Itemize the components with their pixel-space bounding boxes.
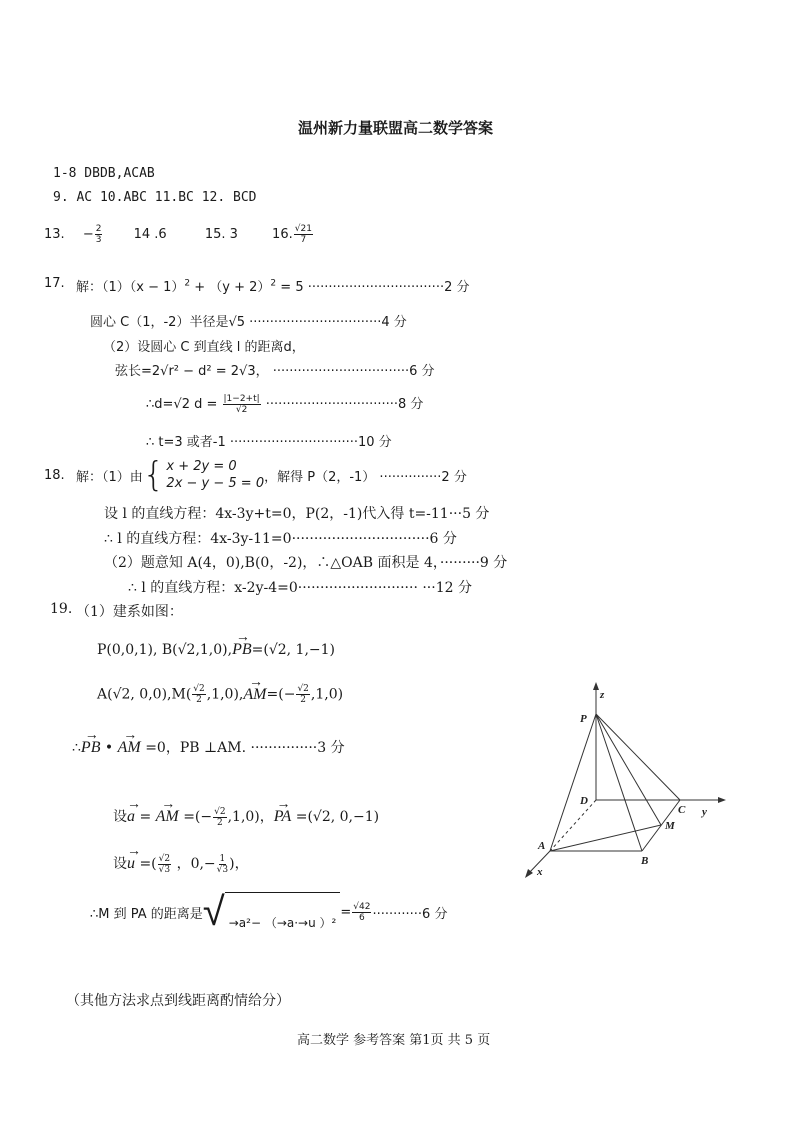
vector-am-3: → AM xyxy=(156,808,179,826)
q17-line-3: （2）设圆心 C 到直线 l 的距离d， xyxy=(103,340,305,355)
q13-fraction xyxy=(95,224,103,245)
q18-equation-2: 2x − y − 5 = 0 xyxy=(166,476,265,491)
q19-u-z-denominator: √3 xyxy=(216,864,229,875)
label-d: D xyxy=(580,795,588,807)
q16-fraction xyxy=(294,224,313,245)
edge-pa xyxy=(550,714,596,851)
let-label: 设 xyxy=(113,809,127,825)
choice-answers-1-8: 1-8 DBDB,ACAB xyxy=(53,166,155,181)
equals-sign-2: = xyxy=(340,904,352,920)
let-label-2: 设 xyxy=(113,856,127,872)
radical-expression: →a²− （→a·→u ）² xyxy=(225,892,341,931)
q17-part1-mid: + （y + 2） xyxy=(190,280,271,295)
vector-pb: → PB xyxy=(232,641,252,659)
q18-equation-1: x + 2y = 0 xyxy=(166,459,237,474)
q18-solution-p: ，解得 P（2，-1） ···············2 分 xyxy=(264,469,467,485)
q14-answer: 14 .6 xyxy=(133,227,167,242)
q19-point-a: A(√2, 0,0),M( xyxy=(97,686,192,703)
vector-am-2: → AM xyxy=(118,739,141,757)
q19-m-x-numerator: √2 xyxy=(193,684,205,694)
q19-u-open: =( xyxy=(135,856,157,872)
q19-score-6: ············6 分 xyxy=(372,906,448,922)
q17-distance-numerator: |1−2+t| xyxy=(223,394,260,404)
q13-denominator: 3 xyxy=(95,235,102,245)
q18-line-3: ∴ l 的直线方程：4x-3y-11=0·······························6 分 xyxy=(104,531,457,547)
q17-score-8: ································8 分 xyxy=(261,397,424,412)
edge-pc xyxy=(596,714,680,800)
q19-distance-label: ∴M 到 PA 的距离是 xyxy=(90,906,203,922)
q19-line-7 xyxy=(90,889,448,935)
q17-number: 17. xyxy=(44,276,65,291)
q18-equation-system xyxy=(166,458,264,492)
edge-pm xyxy=(596,714,661,825)
q19-distance-numerator: √42 xyxy=(353,901,371,912)
q19-line-1: （1）建系如图： xyxy=(76,604,183,620)
label-p: P xyxy=(580,713,587,725)
vector-u: → u xyxy=(127,855,135,873)
edge-da xyxy=(550,800,596,851)
q16-denominator: 7 xyxy=(300,235,307,245)
q17-exp-1: 2 xyxy=(184,278,191,289)
label-z: z xyxy=(600,689,605,701)
radical-sign-glyph: √ xyxy=(202,889,225,935)
label-x: x xyxy=(537,866,543,878)
q19-number: 19. xyxy=(50,601,73,617)
left-brace-glyph: { xyxy=(142,455,165,495)
edge-pb xyxy=(596,714,642,851)
label-c: C xyxy=(678,804,686,816)
choice-answers-9-12: 9. AC 10.ABC 11.BC 12. BCD xyxy=(53,190,257,205)
q17-part1-lhs: 解：（1）（x − 1） xyxy=(76,280,185,295)
q19-a-close: ,1,0)， xyxy=(227,809,274,825)
pyramid-diagram xyxy=(520,678,730,883)
q19-points-pb: P(0,0,1), B(√2,1,0), xyxy=(97,642,233,658)
q19-line-6 xyxy=(113,853,249,875)
label-y: y xyxy=(702,806,707,818)
distance-radical xyxy=(202,889,341,935)
q19-a-open: =(− xyxy=(178,809,213,825)
q19-a-x-numerator: √2 xyxy=(214,806,226,817)
q19-m-x-fraction xyxy=(192,684,205,705)
q18-line-2: 设 l 的直线方程：4x-3y+t=0，P(2，-1)代入得 t=-11···5 分 xyxy=(104,506,490,522)
q17-line-5 xyxy=(146,393,423,415)
q19-a-x-fraction xyxy=(213,807,226,828)
dot-product-symbol: • xyxy=(100,740,118,756)
q19-perpendicular: =0，PB ⊥AM. ···············3 分 xyxy=(140,740,345,756)
q13-minus: − xyxy=(82,227,94,242)
label-a: A xyxy=(538,840,546,852)
q19-u-mid: ，0,− xyxy=(172,856,216,872)
q16-label: 16. xyxy=(272,227,293,242)
vector-a: → a xyxy=(127,808,135,826)
q18-system-brace xyxy=(142,455,265,495)
q17-line-6: ∴ t=3 或者-1 ·······························10 分 xyxy=(146,435,392,450)
grading-note: （其他方法求点到线距离酌情给分） xyxy=(66,993,290,1009)
q19-u-z-fraction xyxy=(217,854,228,875)
q19-m-rest: ,1,0), xyxy=(206,686,244,703)
q19-distance-fraction xyxy=(352,902,371,923)
q18-number: 18. xyxy=(44,468,65,483)
vector-am: → AM xyxy=(243,686,266,704)
therefore-symbol: ∴ xyxy=(72,740,81,756)
q19-pa-value: =(√2, 0,−1) xyxy=(291,809,380,825)
q17-line-4: 弦长=2√r² − d² = 2√3， ·································6 分 xyxy=(115,364,435,379)
q19-line-4 xyxy=(72,737,345,757)
page-title: 温州新力量联盟高二数学答案 xyxy=(298,119,494,137)
label-m: M xyxy=(665,820,675,832)
q19-pb-value: =(√2, 1,−1) xyxy=(251,642,336,658)
q19-line-5 xyxy=(113,806,379,828)
q17-line-1 xyxy=(76,276,470,295)
q17-distance-fraction xyxy=(223,394,261,415)
q19-am-close: ,1,0) xyxy=(310,686,344,703)
q19-u-close: )， xyxy=(229,856,249,872)
q19-am-open: =(− xyxy=(266,686,296,703)
q16-numerator: √21 xyxy=(294,224,312,234)
q18-line-5: ∴ l 的直线方程：x-2y-4=0··························· ···12 分 xyxy=(128,580,472,596)
q16-radicand: 21 xyxy=(300,224,312,234)
q18-line-1 xyxy=(76,455,467,495)
q18-line-4: （2）题意知 A(4，0),B(0，-2)，∴△OAB 面积是 4，·········9 分 xyxy=(104,555,508,571)
q13-numerator: 2 xyxy=(95,224,102,234)
q19-am-x-denominator: 2 xyxy=(300,695,307,705)
q17-exp-2: 2 xyxy=(270,278,277,289)
q17-line-2: 圆心 C（1，-2）半径是√5 ································4 分 xyxy=(90,315,407,330)
fill-answers xyxy=(44,224,314,245)
q19-line-3 xyxy=(97,684,343,705)
q17-part1-end: = 5 ·································2 分 xyxy=(276,280,470,295)
q19-line-2 xyxy=(97,641,335,659)
q17-distance-denominator: √2 xyxy=(235,405,248,415)
q19-u-x-fraction xyxy=(158,854,171,875)
q17-d-value: ∴d=√2 d = xyxy=(146,397,222,412)
q19-u-x-numerator: √2 xyxy=(158,853,171,864)
label-b: B xyxy=(641,855,649,867)
q13-number: 13. xyxy=(44,227,65,242)
q18-part1-label: 解：（1）由 xyxy=(76,469,143,485)
q19-u-z-numerator: 1 xyxy=(219,853,226,864)
vector-pa: → PA xyxy=(274,808,291,826)
q19-am-x-fraction xyxy=(296,684,309,705)
z-axis-arrow xyxy=(593,682,599,690)
page-footer: 高二数学 参考答案 第1页 共 5 页 xyxy=(297,1033,491,1048)
q19-am-x-numerator: √2 xyxy=(297,684,309,694)
q19-distance-denominator: 6 xyxy=(358,912,365,923)
y-axis-arrow xyxy=(718,797,726,803)
q19-m-x-denominator: 2 xyxy=(196,695,202,705)
equals-sign: = xyxy=(135,809,156,825)
q15-answer: 15. 3 xyxy=(204,227,238,242)
q19-u-x-denominator: √3 xyxy=(158,864,171,875)
vector-pb-2: → PB xyxy=(81,739,101,757)
q19-a-x-denominator: 2 xyxy=(216,817,223,828)
